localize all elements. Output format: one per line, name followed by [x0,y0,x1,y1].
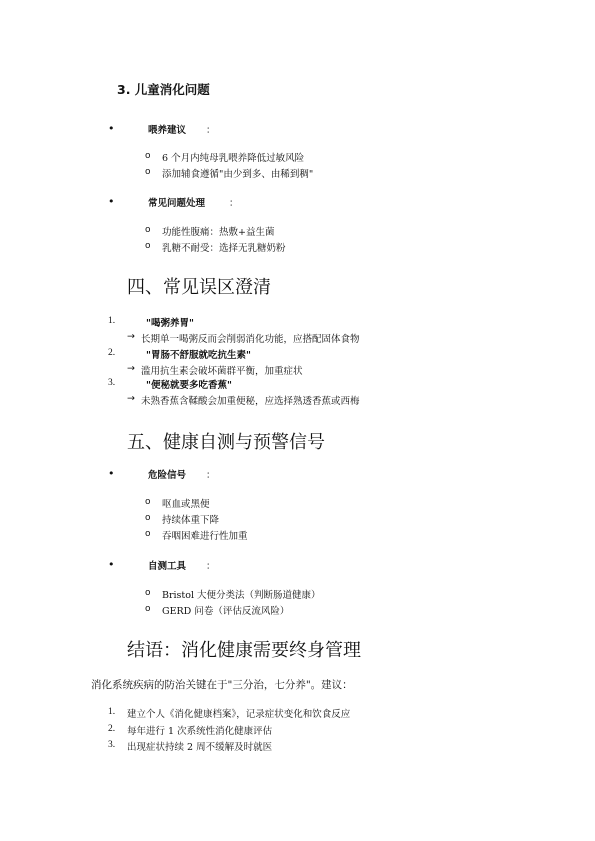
bullet-dot: • [108,558,115,571]
section-3-title: 3. 儿童消化问题 [117,82,210,97]
sub-bullet: o [145,529,151,539]
self-test-item: Bristol 大便分类法（判断肠道健康） [162,590,321,601]
bullet-dot: • [108,467,115,480]
section-4-heading: 四、常见误区澄清 [127,277,271,298]
bullet-dot: • [108,195,115,208]
sub-bullet: o [145,513,151,523]
misconception-detail: 长期单一喝粥反而会削弱消化功能，应搭配固体食物 [141,334,360,345]
list-number: 1. [108,316,116,326]
list-number: 1. [108,707,116,717]
sub-bullet: o [145,497,151,507]
list-number: 2. [108,348,116,358]
arrow-icon: → [127,363,135,374]
recommendation-item: 出现症状持续 2 周不缓解及时就医 [127,742,273,753]
sub-bullet: o [145,225,151,235]
common-item: 功能性腹痛：热敷+益生菌 [162,227,275,238]
common-problems-colon: ： [229,198,239,209]
danger-signals-label: 危险信号 [148,470,187,481]
misconception-title: "喝粥养胃" [146,318,194,329]
sub-bullet: o [145,241,151,251]
recommendation-item: 每年进行 1 次系统性消化健康评估 [127,726,273,737]
self-test-colon: ： [206,561,216,572]
self-test-item: GERD 问卷（评估反流风险） [162,606,290,617]
misconception-detail: 未熟香蕉含鞣酸会加重便秘，应选择熟透香蕉或西梅 [141,396,360,407]
conclusion-heading: 结语：消化健康需要终身管理 [127,640,361,661]
sub-bullet: o [145,604,151,614]
bullet-dot: • [108,122,115,135]
feeding-item: 添加辅食遵循"由少到多、由稀到稠" [162,169,314,180]
sub-bullet: o [145,588,151,598]
sub-bullet: o [145,167,151,177]
misconception-title: "胃肠不舒服就吃抗生素" [146,350,251,361]
danger-item: 吞咽困难进行性加重 [162,531,248,542]
conclusion-paragraph: 消化系统疾病的防治关键在于"三分治，七分养"。建议： [91,679,353,691]
misconception-detail: 滥用抗生素会破坏菌群平衡，加重症状 [141,366,303,377]
list-number: 3. [108,740,116,750]
feeding-item: 6 个月内纯母乳喂养降低过敏风险 [162,153,305,164]
misconception-title: "便秘就要多吃香蕉" [146,380,232,391]
arrow-icon: → [127,393,135,404]
feeding-label: 喂养建议 [148,125,187,136]
arrow-icon: → [127,331,135,342]
common-item: 乳糖不耐受：选择无乳糖奶粉 [162,243,286,254]
sub-bullet: o [145,151,151,161]
danger-signals-colon: ： [206,470,216,481]
self-test-label: 自测工具 [148,561,187,572]
common-problems-label: 常见问题处理 [148,198,206,209]
danger-item: 持续体重下降 [162,515,220,526]
danger-item: 呕血或黑便 [162,499,210,510]
list-number: 2. [108,724,116,734]
feeding-colon: ： [206,125,216,136]
list-number: 3. [108,378,116,388]
section-5-heading: 五、健康自测与预警信号 [127,432,325,453]
recommendation-item: 建立个人《消化健康档案》，记录症状变化和饮食反应 [127,709,351,720]
